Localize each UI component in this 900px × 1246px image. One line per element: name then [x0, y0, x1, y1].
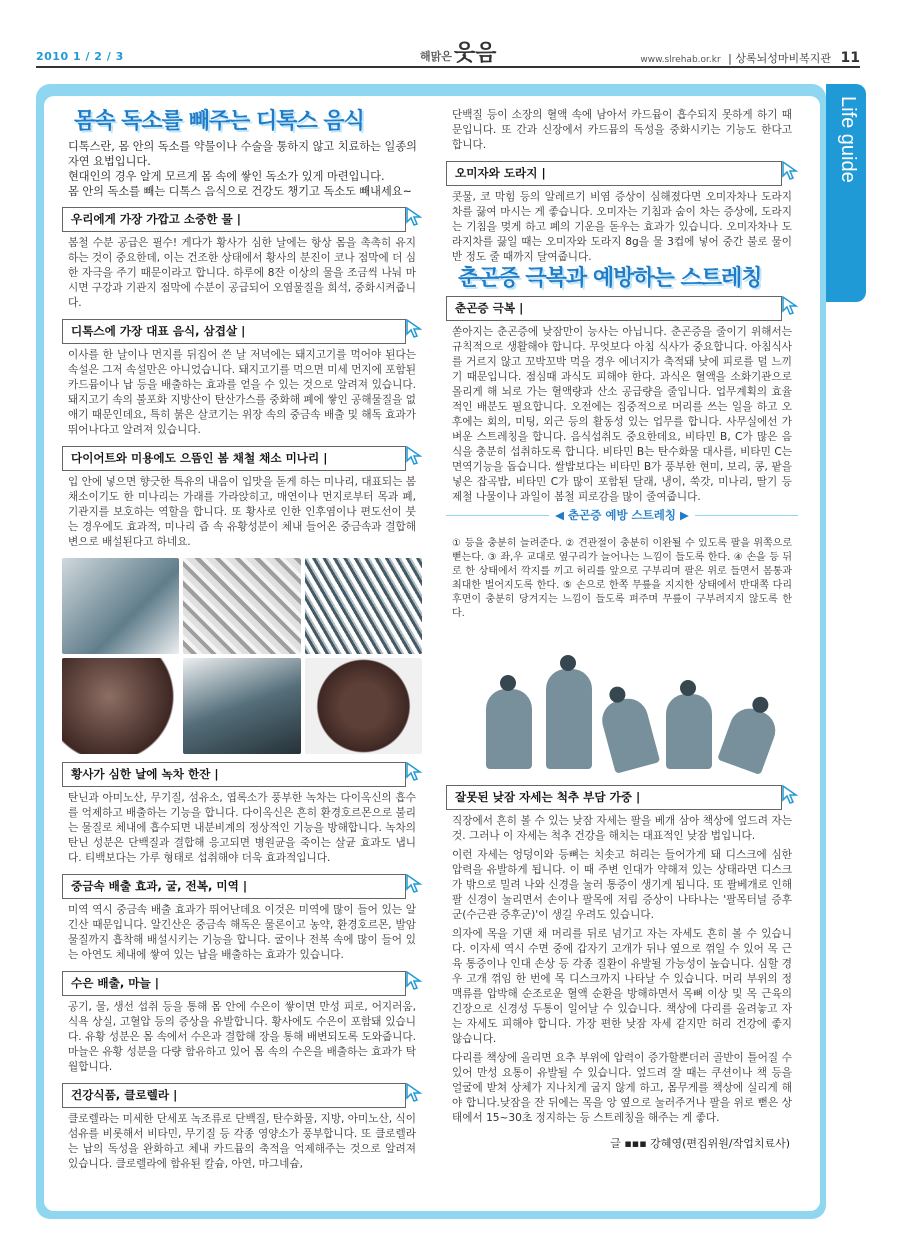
intro-line: 디톡스란, 몸 안의 독소를 약물이나 수술을 통하지 않고 치료하는 일종의 자연 요법입니다.: [68, 140, 417, 168]
section-heading-water: [62, 207, 406, 232]
cursor-icon: [405, 445, 423, 467]
stretch-title: 춘곤증 극복과 예방하는 스트레칭: [458, 265, 762, 291]
cursor-icon: [405, 318, 423, 340]
section-body: 직장에서 흔히 볼 수 있는 낮잠 자세는 팔을 베개 삼아 책상에 엎드려 자는 것. 그러나 이 자세는 척추 건강을 해치는 대표적인 낮잠 법입니다.: [452, 815, 792, 842]
section-heading-text: 다이어트와 미용에도 으뜸인 봄 채철 채소 미나리 |: [71, 451, 328, 465]
section-heading-seafood: [62, 874, 406, 899]
section-body: 탄닌과 아미노산, 무기질, 섬유소, 엽록소가 풍부한 녹차는 다이옥신의 흡수를 억제하고 배출하는 기능을 합니다. 다이옥신은 흔히 환경호르몬으로 불리는 물질로 체내에 흡수되면 내분비계의 정상적인 기능을 방해합니다. 녹차의 탄닌 성분은 단백질과 결합해 응고되면 병원균을 죽이는 살균 효과도 냅니다. 티백보다는 가루 형태로 섭취해야 더욱 효과적입니다.: [68, 792, 416, 864]
issue-date: 2010 1 / 2 / 3: [36, 50, 124, 63]
section-heading-text: 춘곤증 극복 |: [455, 301, 524, 315]
header-rule: [36, 66, 860, 68]
section-heading-text: 중금속 배출 효과, 굴, 전복, 미역 |: [71, 879, 248, 893]
detox-intro: [68, 139, 422, 199]
cursor-icon: [781, 784, 799, 806]
minari-photo: [305, 558, 422, 654]
section-body: 의자에 목을 기댄 채 머리를 뒤로 넘기고 자는 자세도 흔히 볼 수 있습니다. 이자세 역시 수면 중에 갑자기 고개가 뒤나 옆으로 꺾일 수 있어 목 근육 통증이나 인대 손상 등 각종 질환이 유발될 가능성이 높습니다. 심할 경우 고개 꺾임 한 번에 목 디스크까지 나타날 수 있습니다. 머리 부위의 정맥류를 압박해 순조로운 혈액 순환을 방해하면서 목뼈 이상 및 목 근육의 긴장으로 신경성 두통이 일어날 수 있습니다. 책상에 다리를 올려놓고 자는 자세도 피해야 합니다. 가장 편한 낮잠 자세 같지만 허리 건강에 좋지 않습니다.: [452, 928, 792, 1045]
section-body: 다리를 책상에 올리면 요추 부위에 압력이 증가할뿐더러 골반이 틀어질 수 있어 만성 요통이 유발될 수 있습니다. 엎드려 잘 때는 쿠션이나 책 등을 얼굴에 받쳐 상체가 지나치게 굽지 않게 하고, 몸무게를 책상에 실리게 해야 합니다.낮잠을 잔 뒤에는 목을 앙 옆으로 눌러주거나 팔을 위로 뻗은 상태에서 15~30초 정지하는 등 스트레칭을 해주는 게 좋다.: [452, 1052, 792, 1124]
section-body: 공기, 물, 생선 섭취 등을 통해 몸 안에 수은이 쌓이면 만성 피로, 어지러움, 식욕 상실, 고혈압 등의 증상을 유발합니다. 황사에도 수은이 포함돼 있습니다. 유황 성분은 몸 속에서 수은과 결합해 장을 통해 배변되도록 도와줍니다. 마늘은 유황 성분을 다량 함유하고 있어 몸 속의 수은을 배출하는 효과가 탁월합니다.: [68, 1001, 416, 1073]
cursor-icon: [781, 160, 799, 182]
stretch-figure: [546, 669, 592, 769]
stretch-figure: [486, 689, 532, 769]
page-number: 11: [840, 50, 860, 66]
chlorella-photo: [305, 658, 422, 754]
section-body: 봄철 수분 공급은 필수! 게다가 황사가 심한 날에는 항상 몸을 촉촉히 유지하는 것이 중요한데, 이는 건조한 상태에서 황사의 분진이 코나 점막에 더 심한 자극을 주기 때문이라고 합니다. 하루에 8잔 이상의 물을 조금씩 나눠 마시면 구강과 기관지 점막에 수분이 공급되어 오염물질을 희석, 중화시켜줍니다.: [68, 237, 416, 309]
right-column: [446, 108, 798, 1151]
section-body: 미역 역시 중금속 배출 효과가 뛰어난데요 이것은 미역에 많이 들어 있는 알긴산 때문입니다. 알긴산은 중금속 해독은 물론이고 농약, 환경호르몬, 발암물질까지 흡착해 배설시키는 기능을 합니다. 굴이나 전복 속에 많이 들어 있는 아연도 체내에 쌓여 있는 납을 배출하는 효과가 있습니다.: [68, 904, 416, 961]
cursor-icon: [405, 873, 423, 895]
section-heading-garlic: [62, 971, 406, 996]
figure-head: [750, 695, 771, 716]
section-heading-omija: [446, 161, 782, 186]
cursor-icon: [405, 206, 423, 228]
stretch-subtitle-text: ◀ 춘곤증 예방 스트레칭 ▶: [549, 508, 695, 522]
figure-head: [560, 655, 576, 671]
section-heading-greentea: [62, 762, 406, 787]
side-tab-label: Life guide: [837, 96, 859, 183]
stretch-subtitle: [446, 508, 798, 531]
seaweed-photo: [183, 658, 300, 754]
section-body: 입 안에 넣으면 향긋한 특유의 내음이 입맛을 돋게 하는 미나리, 대표되는 봄 채소이기도 한 미나리는 가래를 가라앉히고, 매연이나 먼지로부터 목과 폐, 기관지를 보호하는 역할을 합니다. 또 황사로 인한 인후염이나 편도선이 붓는 경우에도 효과적, 미나리 즙 속 유황성분이 체내 들어온 중금속과 결합해 변으로 배설된다고 하네요.: [68, 476, 416, 548]
section-heading-text: 우리에게 가장 가깝고 소중한 물 |: [71, 212, 242, 226]
section-body: 쏟아지는 춘곤증에 낮잠만이 능사는 아닙니다. 춘곤증을 줄이기 위해서는 규칙적으로 생활해야 합니다. 무엇보다 아침 식사가 중요합니다. 아침식사를 거르지 않고 꼬박꼬박 먹을 경우 에너지가 축적돼 낮에 피로를 덜 느끼기 때문입니다. 점심때 과식도 피해야 한다. 과식은 혈액을 소화기관으로 몰리게 해 뇌로 가는 혈액량과 산소 공급량을 줄입니다. 업무계획의 효율적인 배분도 필요합니다. 오전에는 집중적으로 머리를 쓰는 일을 하고 오후에는 회의, 미팅, 외근 등의 활동성 있는 업무를 합니다. 사무실에선 가벼운 스트레칭을 합니다. 음식섭취도 중요한데요, 비타민 B, C가 많은 음식을 충분히 섭취하도록 합니다. 비타민 B는 탄수화물 대사를, 비타민 C는 면역기능을 돕습니다. 쌀밥보다는 비타민 B가 풍부한 현미, 보리, 콩, 팥을 넣은 잡곡밥, 비타민 C가 많이 포함된 달래, 냉이, 쑥갓, 미나리, 딸기 등 제철 나물이나 과일이 봄철 피로감을 많이 줄여줍니다.: [452, 326, 792, 503]
page-header: [0, 0, 900, 70]
stretch-figure: [666, 694, 712, 769]
water-glass-photo: [62, 558, 179, 654]
figure-head: [500, 675, 516, 691]
stretch-figure: [598, 694, 661, 774]
intro-line: 몸 안의 독소를 빼는 디톡스 음식으로 건강도 챙기고 독소도 빼내세요~: [68, 185, 412, 198]
cursor-icon: [405, 970, 423, 992]
figure-head: [608, 685, 628, 705]
figure-head: [680, 680, 696, 696]
issue-highlight: 1: [72, 50, 82, 63]
stretching-illustration: [446, 627, 798, 777]
food-photo-grid: [62, 558, 422, 754]
site-url[interactable]: www.slrehab.or.kr: [640, 55, 721, 65]
section-heading-chlorella: [62, 1083, 406, 1108]
section-heading-text: 건강식품, 클로렐라 |: [71, 1088, 178, 1102]
logo-small: 해맑은: [420, 50, 452, 63]
stretch-figure: [717, 703, 781, 775]
section-heading-fatigue: [446, 296, 782, 321]
continued-body: 단백질 등이 소장의 혈액 속에 남아서 카드뮴이 흡수되지 못하게 하기 때문입니다. 또 간과 신장에서 카드뮴의 독성을 중화시키는 기능도 한다고 합니다.: [452, 109, 792, 151]
issue-suffix: / 2 / 3: [81, 50, 124, 63]
section-heading-text: 디톡스에 가장 대표 음식, 삼겹살 |: [71, 324, 246, 338]
section-heading-pork: [62, 319, 406, 344]
cursor-icon: [405, 761, 423, 783]
org-name: | 상록뇌성마비복지관: [728, 52, 832, 65]
section-body: 이런 자세는 엉덩이와 등뼈는 치솟고 허리는 들어가게 돼 디스크에 심한 압력을 유발하게 됩니다. 이 때 주변 인대가 약해져 있는 상태라면 디스크가 밖으로 밀려 나와 신경을 눌러 통증이 생기게 됩니다. 또 팔베개로 인해 팔 신경이 눌리면서 손이나 팔목에 저림 증상이 나타나는 '팔목터널 증후군(수근관 증후군)'이 생길 우려도 있습니다.: [452, 849, 792, 921]
section-heading-text: 수은 배출, 마늘 |: [71, 976, 159, 990]
newsletter-logo: [420, 36, 496, 67]
section-heading-minari: [62, 446, 406, 471]
intro-line: 현대인의 경우 알게 모르게 몸 속에 쌓인 독소가 있게 마련입니다.: [68, 170, 385, 183]
section-heading-text: 황사가 심한 날에 녹차 한잔 |: [71, 767, 219, 781]
green-tea-photo: [62, 658, 179, 754]
pork-belly-photo: [183, 558, 300, 654]
section-heading-nap: [446, 785, 782, 810]
left-column: [62, 108, 422, 1176]
section-body: 클로렐라는 미세한 단세포 녹조류로 단백질, 탄수화물, 지방, 아미노산, 식이섬유를 비롯해서 비타민, 무기질 등 각종 영양소가 풍부합니다. 또 클로렐라는 납의 독성을 완화하고 체내 카드뮴의 축적을 억제해주는 것으로 알려져 있습니다. 클로렐라에 함유된 칼슘, 아연, 마그네슘,: [68, 1113, 416, 1170]
detox-title: 몸속 독소를 빼주는 디톡스 음식: [74, 108, 364, 134]
header-right: [640, 50, 860, 66]
section-heading-text: 잘못된 낮잠 자세는 척추 부담 가중 |: [455, 790, 641, 804]
logo-big: 웃음: [453, 40, 497, 66]
section-body: 이사를 한 날이나 먼지를 뒤집어 쓴 날 저녁에는 돼지고기를 먹어야 된다는 속설은 그저 속설만은 아니었습니다. 돼지고기를 먹으면 미세 먼지에 포함된 카드뮴이나 납 등을 배출하는 효과를 얻을 수 있는 것으로 알려져 있습니다. 돼지고기 속의 불포화 지방산이 탄산가스를 중화해 폐에 쌓인 공해물질을 없애기 때문인데요, 특히 붉은 살코기는 위장 속의 중금속 배출 및 해독 효과가 뛰어나다고 알려져 있습니다.: [68, 349, 416, 436]
cursor-icon: [405, 1082, 423, 1104]
stretch-tips: ① 등을 충분히 늘려준다. ② 견관절이 충분히 이완될 수 있도록 팔을 위쪽으로 뻗는다. ③ 좌,우 교대로 옆구리가 늘어나는 느낌이 들도록 한다. ④ 손을 등 뒤로 한 상태에서 깍지를 끼고 허리를 앞으로 구부리며 팔은 위로 들면서 몸통과 최대한 벌어지도록 한다. ⑤ 손으로 한쪽 무릎을 지지한 상태에서 반대쪽 다리 후면이 충분히 당겨지는 느낌이 들도록 펴주며 무릎이 구부려지지 않도록 한다.: [452, 538, 792, 619]
section-body: 콧물, 코 막힘 등의 알레르기 비염 증상이 심해졌다면 오미자차나 도라지차를 끓여 마시는 게 좋습니다. 오미자는 기침과 숨이 차는 증상에, 도라지는 기침을 멎게 하고 폐의 기운을 돋우는 효과가 있습니다. 오미자차나 도라지차를 끓일 때는 오미자와 도라지 8g을 물 3컵에 넣어 중간 불로 물이 반 정도 줄 때까지 달여줍니다.: [452, 191, 792, 263]
author-credit: 글 ▪▪▪ 강혜영(편집위원/작업치료사): [610, 1137, 790, 1150]
cursor-icon: [781, 295, 799, 317]
section-heading-text: 오미자와 도라지 |: [455, 166, 546, 180]
